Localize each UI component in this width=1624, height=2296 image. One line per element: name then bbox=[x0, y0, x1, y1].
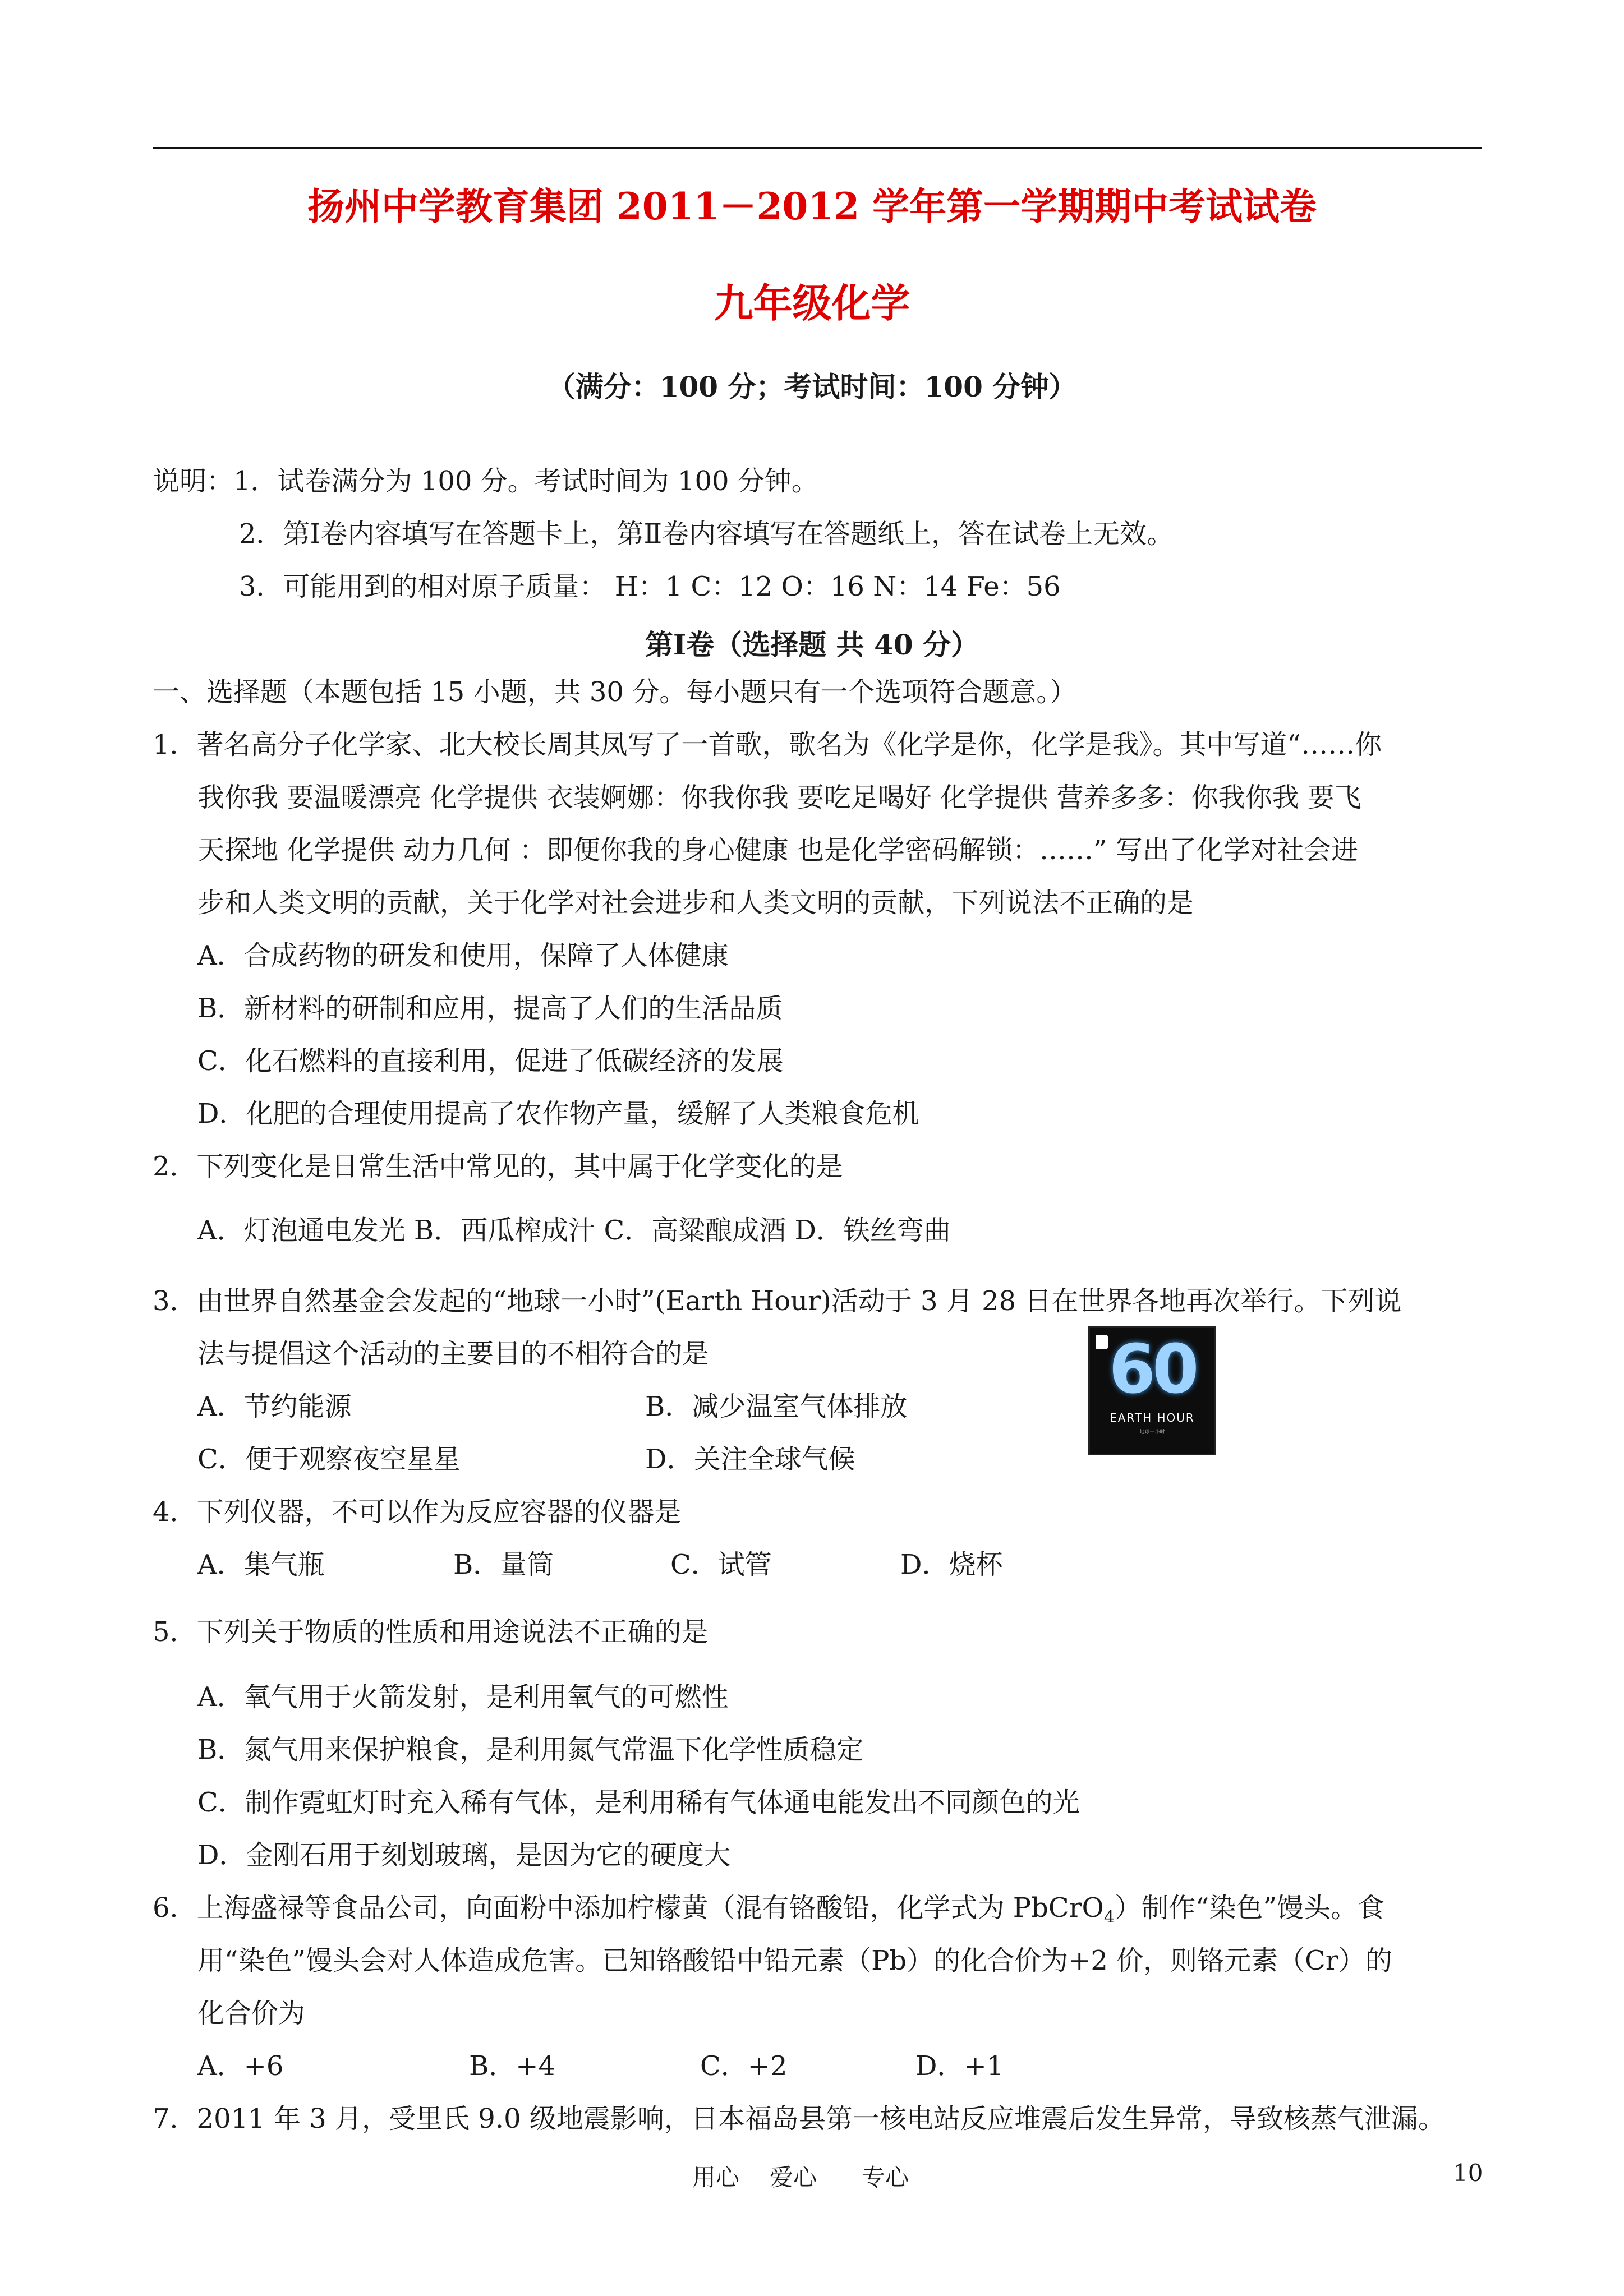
q1-line-1: 1．著名高分子化学家、北大校长周其凤写了一首歌，歌名为《化学是你，化学是我》。其中写道“……你 bbox=[153, 729, 1382, 760]
q6-option-d: D．+1 bbox=[915, 2050, 1004, 2082]
header-rule bbox=[153, 147, 1482, 149]
q7-line-1: 7．2011 年 3 月，受里氏 9.0 级地震影响，日本福岛县第一核电站反应堆震后发生异常，导致核蒸气泄漏。 bbox=[153, 2103, 1445, 2134]
q5-option-d: D．金刚石用于刻划玻璃，是因为它的硬度大 bbox=[197, 1839, 731, 1871]
footer-motto-1: 用心 bbox=[692, 2164, 740, 2191]
footer-motto-2: 爱心 bbox=[770, 2164, 817, 2191]
q5-option-a: A．氧气用于火箭发射，是利用氧气的可燃性 bbox=[197, 1681, 729, 1713]
page-number: 10 bbox=[1453, 2159, 1483, 2187]
q1-option-b: B．新材料的研制和应用，提高了人们的生活品质 bbox=[197, 993, 783, 1024]
note-2: 2．第Ⅰ卷内容填写在答题卡上，第Ⅱ卷内容填写在答题纸上，答在试卷上无效。 bbox=[239, 518, 1174, 550]
q3-option-c: C．便于观察夜空星星 bbox=[197, 1444, 461, 1475]
q6-subscript: 4 bbox=[1103, 1907, 1115, 1928]
note-1: 说明：1．试卷满分为 100 分。考试时间为 100 分钟。 bbox=[153, 465, 818, 497]
q6-option-c: C．+2 bbox=[700, 2050, 788, 2082]
q3-option-a: A．节约能源 bbox=[197, 1391, 352, 1422]
q1-line-2: 我你我 要温暖漂亮 化学提供 衣装婀娜：你我你我 要吃足喝好 化学提供 营养多多：你我你我 要飞 bbox=[197, 782, 1361, 813]
q6-option-b: B．+4 bbox=[469, 2050, 556, 2082]
exam-title: 扬州中学教育集团 2011－2012 学年第一学期期中考试试卷 bbox=[307, 185, 1317, 228]
section-heading: 第Ⅰ卷（选择题 共 40 分） bbox=[645, 628, 979, 661]
q1-line-4: 步和人类文明的贡献，关于化学对社会进步和人类文明的贡献，下列说法不正确的是 bbox=[197, 887, 1194, 919]
q1-option-a: A．合成药物的研发和使用，保障了人体健康 bbox=[197, 940, 729, 971]
q2-stem: 2．下列变化是日常生活中常见的，其中属于化学变化的是 bbox=[153, 1151, 843, 1182]
exam-info: （满分：100 分；考试时间：100 分钟） bbox=[547, 370, 1077, 403]
earth-hour-image bbox=[1088, 1326, 1216, 1455]
q3-line-1: 3．由世界自然基金会发起的“地球一小时”(Earth Hour)活动于 3 月 28 日在世界各地再次举行。下列说 bbox=[153, 1285, 1402, 1317]
earth-hour-caption: 地球一小时 bbox=[1139, 1430, 1165, 1435]
q3-option-b: B．减少温室气体排放 bbox=[645, 1391, 908, 1422]
q6-line-3: 化合价为 bbox=[197, 1998, 306, 2029]
q6-line-2: 用“染色”馒头会对人体造成危害。已知铬酸铅中铅元素（Pb）的化合价为+2 价，则铬元素（Cr）的 bbox=[197, 1945, 1392, 1976]
q4-option-a: A．集气瓶 bbox=[197, 1549, 325, 1580]
q5-option-b: B．氮气用来保护粮食，是利用氮气常温下化学性质稳定 bbox=[197, 1734, 864, 1765]
footer-motto-3: 专心 bbox=[862, 2164, 909, 2191]
q4-option-b: B．量筒 bbox=[453, 1549, 554, 1580]
q1-option-c: C．化石燃料的直接利用，促进了低碳经济的发展 bbox=[197, 1045, 784, 1077]
q3-option-d: D．关注全球气候 bbox=[645, 1444, 855, 1475]
q1-line-3: 天探地 化学提供 动力几何 ：即便你我的身心健康 也是化学密码解锁：……” 写出了化学对社会进 bbox=[197, 835, 1358, 866]
part-instructions: 一、选择题（本题包括 15 小题，共 30 分。每小题只有一个选项符合题意。） bbox=[153, 676, 1077, 708]
q4-option-d: D．烧杯 bbox=[900, 1549, 1003, 1580]
q3-line-2: 法与提倡这个活动的主要目的不相符合的是 bbox=[197, 1338, 710, 1370]
q6-line-1 bbox=[153, 1891, 1384, 1935]
q4-option-c: C．试管 bbox=[670, 1549, 772, 1580]
earth-hour-text: EARTH HOUR bbox=[1110, 1411, 1195, 1424]
q2-options: A．灯泡通电发光 B．西瓜榨成汁 C．高粱酿成酒 D．铁丝弯曲 bbox=[197, 1215, 951, 1246]
q5-option-c: C．制作霓虹灯时充入稀有气体，是利用稀有气体通电能发出不同颜色的光 bbox=[197, 1787, 1080, 1818]
exam-subject: 九年级化学 bbox=[714, 280, 910, 326]
q6-line-1-text: 6．上海盛禄等食品公司，向面粉中添加柠檬黄（混有铬酸铅，化学式为 PbCrO bbox=[153, 1892, 1104, 1924]
q6-option-a: A．+6 bbox=[197, 2050, 284, 2082]
earth-hour-number: 60 bbox=[1108, 1331, 1196, 1409]
q4-stem: 4．下列仪器，不可以作为反应容器的仪器是 bbox=[153, 1496, 682, 1528]
q1-option-d: D．化肥的合理使用提高了农作物产量，缓解了人类粮食危机 bbox=[197, 1098, 919, 1129]
q5-stem: 5．下列关于物质的性质和用途说法不正确的是 bbox=[153, 1616, 709, 1648]
note-3: 3．可能用到的相对原子质量： H：1 C：12 O：16 N：14 Fe：56 bbox=[239, 571, 1061, 602]
q6-line-1-tail: ）制作“染色”馒头。食 bbox=[1114, 1892, 1385, 1924]
